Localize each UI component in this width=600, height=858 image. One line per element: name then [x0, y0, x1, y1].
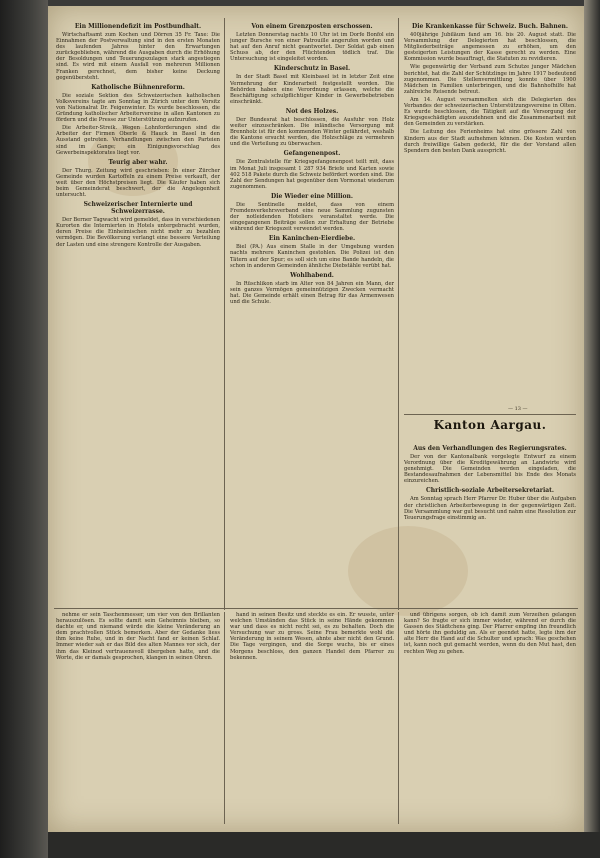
article-text: In der Stadt Basel mit Kleinbasel ist in letzter Zeit eine Vermehrung der Kinderarbeit festgestellt worden. Die Behörden haben eine Verordnung erlassen, welche die Beschäftigung schulpflichtiger Kinder in Gewerbebetrieben einschränkt.: [230, 74, 394, 105]
book-bottom-edge: [48, 832, 600, 858]
feuilleton-column-1: [56, 612, 220, 824]
article-heading: Teurig aber wahr.: [108, 158, 168, 166]
article-text: Wie gegenwärtig der Verband zum Schutze junger Mädchen berichtet, hat die Zahl der Schützlinge im Jahre 1917 bedeutend zugenommen. Die Stellenvermittlung konnte über 1900 Mädchen in Familien unterbringen, und die Bahnhofhilfe hat zahlreiche Reisende betreut.: [404, 64, 576, 95]
article-text: Die Arbeiter-Streik. Wegen Lohnforderungen sind die Arbeiter der Firmen Oberle & Hauck in Basel in den Ausstand getreten. Verhandlungen zwischen den Parteien sind im Gange; ein Einigungsvorschlag des Gewerbeinspektorates liegt vor.: [56, 125, 220, 156]
article-text: Letzten Donnerstag nachts 10 Uhr ist im Dorfe Bonfol ein junger Bursche von einer Patrouille angerufen worden und hat auf den Anruf nicht geantwortet. Der Soldat gab einen Schuss ab, der den Flüchtenden tödlich traf. Die Untersuchung ist eingeleitet worden.: [230, 32, 394, 63]
article-heading: Wohlhabend.: [290, 271, 334, 279]
article-text: Der von der Kantonalbank vorgelegte Entwurf zu einem Verordnung über die Kreditgewährung an Landwirte wird genehmigt. Die Gemeinden werden eingeladen, die Bestandesaufnahmen der Lebensmittel bis Ende des Monats einzureichen.: [404, 454, 576, 485]
column-3: [404, 20, 576, 420]
article-heading: Not des Holzes.: [285, 107, 339, 115]
article-text: hand in seinen Besitz und steckte es ein. Er wusste, unter welchen Umständen das Stück in seine Hände gekommen war und dass es nicht recht sei, es zu behalten. Doch die Versuchung war zu gross. Seine Frau bemerkte wohl die Veränderung in seinem Wesen, ahnte aber nicht den Grund. Die Tage vergingen, und die Sorge wuchs, bis er eines Morgens beschloss, den ganzen Handel dem Pfarrer zu bekennen.: [230, 612, 394, 661]
article-text: Der Bundesrat hat beschlossen, die Ausfuhr von Holz weiter einzuschränken. Die inländische Versorgung mit Brennholz ist für den kommenden Winter gefährdet, weshalb die Kantone ersucht werden, die Holzschläge zu vermehren und die Verteilung zu überwachen.: [230, 116, 394, 148]
column-rule: [398, 612, 399, 824]
article-text: Die soziale Sektion des Schweizerischen katholischen Volksvereins tagte am Sonntag in Zürich unter dem Vorsitz von Nationalrat Dr. Feigenwinter. Es wurde beschlossen, die Gründung katholischer Arbeitervereine in allen Kantonen zu fördern und die Presse zur Unterstützung aufzurufen.: [56, 92, 220, 124]
article-heading: Christlich-soziale Arbeitersekretariat.: [426, 487, 554, 495]
column-rule: [224, 612, 225, 824]
article-text: Wirtschaftsamt zum Kochen und Dörren 35 Fr. Taxe: Die Einnahmen der Postverwaltung sind in den ersten Monaten des laufenden Jahres hinter den Erwartungen zurückgeblieben, während die Ausgaben durch die Erhöhung der Besoldungen und Teuerungszulagen stark angestiegen sind. Es wird mit einem Ausfall von mehreren Millionen Franken gerechnet, dem bisher keine Deckung gegenübersteht.: [56, 32, 220, 81]
article-text: Am Sonntag sprach Herr Pfarrer Dr. Huber über die Aufgaben der christlichen Arbeiterbewegung in der gegenwärtigen Zeit. Die Versammlung war gut besucht und nahm eine Resolution zur Teuerungsfrage einstimmig an.: [404, 496, 576, 521]
article-text: 400jährige Jubiläum fand am 16. bis 20. August statt. Die Versammlung der Delegierten hat beschlossen, die Mitgliederbeiträge angemessen zu erhöhen, um den gesteigerten Leistungen der Kasse gerecht zu werden. Eine Kommission wurde beauftragt, die Statuten zu revidieren.: [404, 32, 576, 63]
article-text: Biel (PA.) Aus einem Stalle in der Umgebung wurden nachts mehrere Kaninchen gestohlen. Die Polizei ist den Tätern auf der Spur; es soll sich um eine Bande handeln, die schon in anderen Gemeinden ähnliche Diebstähle verübt hat.: [230, 244, 394, 269]
article-text: Die Zentralstelle für Kriegsgefangenenpost teilt mit, dass im Monat Juli insgesamt 1 287 934 Briefe und Karten sowie 402 518 Pakete durch die Schweiz befördert worden sind. Die Zahl der Sendungen hat gegenüber dem Vormonat wiederum zugenommen.: [230, 159, 394, 190]
article-text: Die Leitung des Ferienheims hat eine grössere Zahl von Kindern aus der Stadt aufnehmen können. Die Kosten wurden durch freiwillige Gaben gedeckt, für die der Vorstand allen Spendern den besten Dank ausspricht.: [404, 129, 576, 154]
column-rule: [224, 18, 225, 610]
article-heading: Gefangenenpost.: [283, 150, 341, 158]
page-marker: — 13 —: [508, 406, 528, 412]
column-1: [56, 20, 220, 604]
newspaper-page: [48, 6, 584, 832]
article-text: Der Berner Tagwacht wird gemeldet, dass in verschiedenen Kurorten die Internierten in Hotels untergebracht wurden, deren Preise die Einheimischen nicht mehr zu bezahlen vermögen. Die Bevölkerung verlangt eine bessere Verteilung der Lasten und eine strengere Kontrolle der Ausgaben.: [56, 217, 220, 248]
article-heading: Ein Millionendefizit im Postbundhalt.: [74, 23, 202, 30]
article-text: und übrigens sorgen, ob ich damit zum Verzeihen gelangen kann? So fragte er sich immer wieder, während er durch die Gassen des Städtchens ging. Der Pfarrer empfing ihn freundlich und hörte ihn geduldig an. Als er geendet hatte, legte ihm der alte Herr die Hand auf die Schulter und sprach: Was geschehen ist, kann noch gut gemacht werden, wenn du den Mut hast, den rechten Weg zu gehen.: [404, 612, 576, 655]
article-text: Die Sentinelle meldet, dass von einem Fremdenverkehrsverband eine neue Sammlung zugunsten der notleidenden Hoteliers veranstaltet werde. Die eingegangenen Beiträge sollen zur Erhaltung der Betriebe während der Kriegszeit verwendet werden.: [230, 201, 394, 233]
page-edge: [584, 0, 600, 858]
article-text: Am 14. August versammelten sich die Delegierten des Verbandes der schweizerischen Unterstützungsvereine in Olten. Es wurde beschlossen, die Tätigkeit auf die Versorgung der Kriegsgeschädigten auszudehnen und die Zusammenarbeit mit den Gemeinden zu verstärken.: [404, 96, 576, 128]
article-heading: Aus den Verhandlungen des Regierungsrates.: [413, 445, 567, 452]
article-text: nehme er sein Taschenmesser, um vier von den Brillanten herauszulösen. Es sollte damit sein Geheimnis bleiben, so dachte er, und niemand würde die kleine Veränderung an dem prachtvollen Stück bemerken. Aber der Gedanke liess ihm keine Ruhe, und in der Nacht fand er keinen Schlaf. Immer wieder sah er das Bild des alten Mannes vor sich, der ihm das Kleinod vertrauensvoll übergeben hatte, und die Worte, die er damals gesprochen, klangen in seinen Ohren.: [56, 612, 220, 661]
section-headline: Kanton Aargau.: [433, 418, 547, 432]
feuilleton-column-2: [230, 612, 394, 824]
column-3-lower: [404, 442, 576, 612]
article-heading: Die Krankenkasse für Schweiz. Buch. Bahnen.: [411, 23, 569, 30]
article-text: Der Thurg. Zeitung wird geschrieben: In einer Zürcher Gemeinde wurden Kartoffeln zu einem Preise verkauft, der weit über den Höchstpreisen liegt. Die Käufer haben sich beim Gemeinderat beschwert, der die Angelegenheit untersucht.: [56, 167, 220, 199]
feuilleton-column-3: [404, 612, 576, 824]
article-heading: Schweizerischer Internierte und Schweizerrasse.: [83, 201, 193, 216]
book-spine: [0, 0, 48, 858]
column-2: [230, 20, 394, 604]
article-heading: Kinderschutz in Basel.: [273, 65, 351, 73]
article-text: In Rüschlikon starb im Alter von 84 Jahren ein Mann, der sein ganzes Vermögen gemeinnützigen Zwecken vermacht hat. Die Gemeinde erhält einen Betrag für das Armenwesen und die Schule.: [230, 280, 394, 305]
article-heading: Die Wieder eine Million.: [271, 192, 353, 200]
column-rule: [398, 18, 399, 610]
article-heading: Katholische Bühnenreform.: [91, 83, 185, 91]
article-heading: Ein Kaninchen-Eierdiebe.: [268, 235, 356, 243]
article-heading: Von einem Grenzposten erschossen.: [251, 23, 373, 30]
